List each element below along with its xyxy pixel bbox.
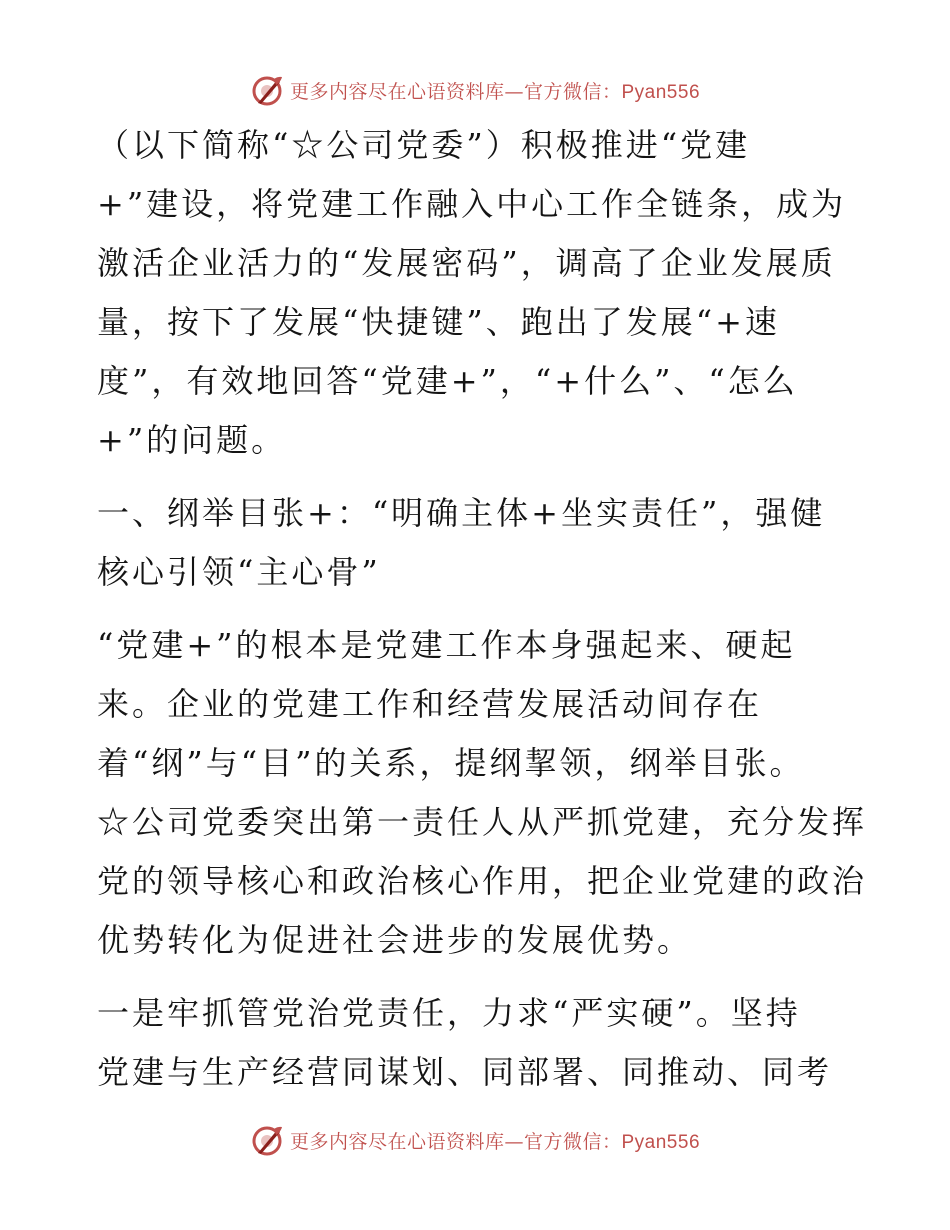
watermark-contact-id: Pyan556: [621, 81, 701, 103]
bottom-watermark-banner: [0, 1120, 950, 1160]
paragraph-intro: [97, 116, 857, 470]
quill-pen-logo-icon: [250, 1123, 284, 1157]
text-line: 激活企业活力的“发展密码”，调高了企业发展质: [97, 244, 836, 282]
section-heading: [97, 484, 857, 602]
watermark-text: [290, 77, 700, 104]
watermark-brand: 更多内容尽在心语资料库: [289, 80, 505, 103]
watermark-contact-label: 官方微信：: [523, 80, 622, 103]
watermark-text: [290, 1127, 700, 1154]
watermark-contact-id: Pyan556: [621, 1131, 701, 1153]
document-body: [97, 116, 868, 1102]
text-line: 度”，有效地回答“党建+”，“+什么”、“怎么: [97, 362, 798, 400]
text-line: 党的领导核心和政治核心作用，把企业党建的政治: [97, 862, 868, 900]
watermark-brand: 更多内容尽在心语资料库: [289, 1130, 505, 1153]
watermark-group: [250, 1123, 700, 1157]
text-line: “党建+”的根本是党建工作本身强起来、硬起: [97, 626, 796, 664]
watermark-contact-label: 官方微信：: [523, 1130, 622, 1153]
watermark-group: [250, 73, 700, 107]
text-line: +”的问题。: [97, 421, 287, 459]
text-line: 着“纲”与“目”的关系，提纲挈领，纲举目张。: [97, 744, 805, 782]
watermark-separator: —: [504, 80, 524, 103]
text-line: 量，按下了发展“快捷键”、跑出了发展“+速: [97, 303, 780, 341]
text-line: 优势转化为促进社会进步的发展优势。: [97, 921, 693, 959]
paragraph-body: [97, 616, 868, 970]
paragraph-gap: [97, 470, 857, 484]
paragraph-gap: [97, 970, 857, 984]
text-line: 一、纲举目张+：“明确主体+坐实责任”，强健: [97, 494, 826, 532]
text-line: 党建与生产经营同谋划、同部署、同推动、同考: [97, 1053, 833, 1091]
text-line: ☆公司党委突出第一责任人从严抓党建，充分发挥: [97, 803, 868, 841]
text-line: 核心引领“主心骨”: [97, 553, 381, 591]
text-line: +”建设，将党建工作融入中心工作全链条，成为: [97, 185, 847, 223]
text-line: 来。企业的党建工作和经营发展活动间存在: [97, 685, 763, 723]
quill-pen-logo-icon: [250, 73, 284, 107]
text-line: （以下简称“☆公司党委”）积极推进“党建: [97, 126, 751, 164]
paragraph-gap: [97, 602, 857, 616]
text-line: 一是牢抓管党治党责任，力求“严实硬”。坚持: [97, 994, 801, 1032]
paragraph-point-one: [97, 984, 857, 1102]
top-watermark-banner: [0, 70, 950, 110]
watermark-separator: —: [504, 1130, 524, 1153]
